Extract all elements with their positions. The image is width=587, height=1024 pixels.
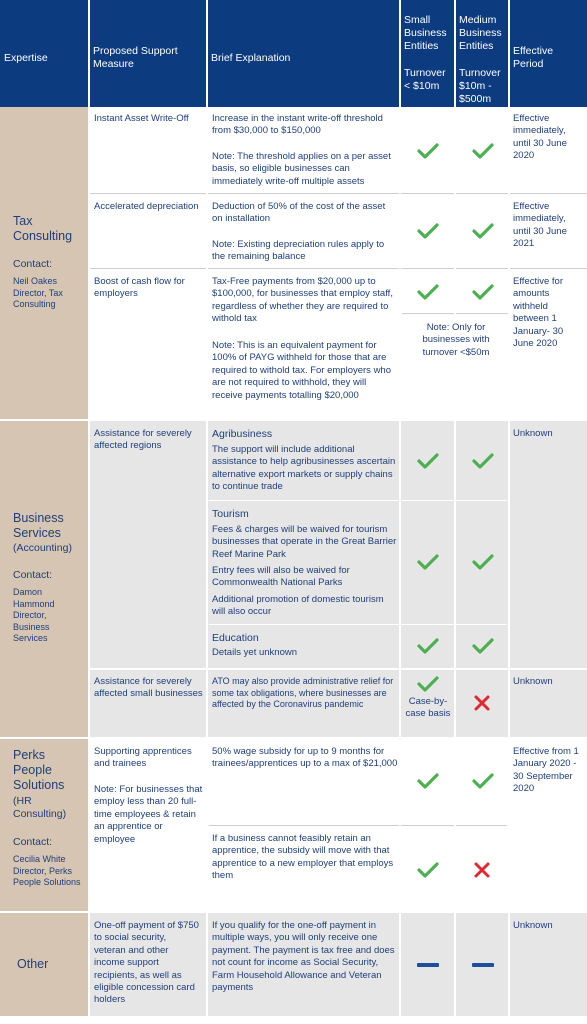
check-icon: [472, 452, 494, 470]
business-row-divider: [89, 668, 587, 670]
tax-row-divider: [89, 268, 587, 269]
check-icon: [417, 772, 439, 790]
header-measure: [89, 0, 207, 107]
tax-contact: Neil Oakes Director, Tax Consulting: [13, 276, 63, 309]
perks-explanation-2: If a business cannot feasibly retain an apprentice, the subsidy will move with that apprentice to a new employer that employs them: [212, 833, 394, 882]
cross-icon: [473, 694, 491, 712]
column-divider: [454, 0, 456, 1016]
perks-contact-label: Contact:: [13, 836, 53, 848]
tax-r2-period: Effective immediately, until 30 June 2021: [513, 201, 567, 250]
check-icon: [417, 861, 439, 879]
check-icon: [417, 452, 439, 470]
check-icon: [417, 553, 439, 571]
column-divider: [508, 0, 510, 1016]
header-explanation: [207, 0, 400, 107]
check-icon: [417, 637, 439, 655]
tax-r3-explanation: Tax-Free payments from $20,000 up to $100,000, for businesses that employ staff, regardless of whether they are required to withold tax: [212, 276, 393, 325]
check-icon: [472, 772, 494, 790]
header-period-label: Effective Period: [513, 45, 554, 70]
tax-title: Tax Consulting: [13, 214, 73, 243]
check-icon: [472, 553, 494, 571]
business-subrow-divider: [209, 624, 507, 625]
business-tourism-title: Tourism: [212, 508, 249, 520]
business-contact: Damon Hammond Director, Business Services: [13, 587, 55, 643]
business-tourism-text2: Entry fees will also be waived for Commonwealth National Parks: [212, 565, 350, 589]
tax-r2-explanation: Deduction of 50% of the cost of the asset on installation: [212, 201, 386, 225]
tax-r3-measure: Boost of cash flow for employers: [94, 276, 185, 300]
perks-measure-note: Note: For businesses that employ less than 20 full-time employees & retain an apprentice or employee: [94, 784, 203, 845]
header-medium-turnover: Turnover $10m - $500m: [459, 67, 501, 105]
header-small-label: Small Business Entities: [404, 14, 447, 52]
business-subtitle: (Accounting): [13, 542, 72, 554]
check-icon: [417, 142, 439, 160]
header-explanation-label: Brief Explanation: [211, 52, 291, 64]
business-r2-explanation: ATO may also provide administrative relief for some tax obligations, where businesses are affected by the Coronavirus pandemic: [212, 676, 394, 709]
tax-r1-measure: Instant Asset Write-Off: [94, 113, 189, 124]
tax-r3-period: Effective for amounts withheld between 1 January- 30 June 2020: [513, 276, 564, 350]
business-tourism-text1: Fees & charges will be waived for tourism businesses that operate in the Great Barrier Reef Marine Park: [212, 524, 397, 560]
header-medium: [455, 0, 509, 107]
tax-r1-explanation: Increase in the instant write-off threshold from $30,000 to $150,000: [212, 113, 383, 137]
business-r1-period: Unknown: [513, 428, 553, 439]
perks-title: Perks People Solutions: [13, 748, 65, 792]
business-education-title: Education: [212, 632, 259, 644]
other-explanation: If you qualify for the one-off payment in multiple ways, you will only receive one payment. The payment is tax free and does not count for income as Social Security, Farm Household Allowance and Veteran payments: [212, 920, 395, 994]
other-title: Other: [17, 957, 49, 971]
check-icon: [417, 283, 439, 301]
perks-period: Effective from 1 January 2020 - 30 September 2020: [513, 746, 579, 795]
dash-icon: [417, 963, 439, 967]
perks-row-divider: [209, 825, 507, 826]
dash-icon: [472, 963, 494, 967]
cross-icon: [473, 861, 491, 879]
other-period: Unknown: [513, 920, 553, 931]
business-title: Business Services: [13, 511, 64, 540]
business-r2-measure: Assistance for severely affected small businesses: [94, 676, 203, 700]
column-divider: [88, 0, 90, 1016]
header-small-turnover: Turnover < $10m: [404, 67, 446, 92]
check-icon: [472, 637, 494, 655]
header-expertise-label: Expertise: [4, 52, 48, 64]
column-divider: [399, 0, 401, 1016]
perks-measure: Supporting apprentices and trainees: [94, 746, 192, 770]
tax-r2-note: Note: Existing depreciation rules apply to the remaining balance: [212, 239, 385, 263]
business-r2-period: Unknown: [513, 676, 553, 687]
business-agri-text: The support will include additional assistance to help agribusinesses ascertain alternative export markets or supply chains to continue trade: [212, 444, 396, 493]
tax-r3-note: Note: This is an equivalent payment for 100% of PAYG withheld for those that are required to withold tax. For employers who are not required to withhold, they will receive payments totalling $20,000: [212, 340, 391, 401]
header-small: [400, 0, 455, 107]
other-measure: One-off payment of $750 to social security, veteran and other income support recipients, as well as eligible concession card holders: [94, 920, 199, 1006]
check-icon: [417, 222, 439, 240]
check-icon: [472, 142, 494, 160]
business-education-text: Details yet unknown: [212, 647, 298, 658]
business-r1-measure: Assistance for severely affected regions: [94, 428, 192, 452]
perks-explanation-1: 50% wage subsidy for up to 9 months for trainees/apprentices up to a max of $21,000: [212, 746, 398, 770]
header-expertise: [0, 0, 89, 107]
perks-contact: Cecilia White Director, Perks People Solutions: [13, 854, 81, 887]
tax-contact-label: Contact:: [13, 258, 53, 270]
perks-subtitle: (HR Consulting): [13, 795, 67, 820]
tax-row-divider: [89, 193, 587, 194]
check-icon: [472, 222, 494, 240]
tax-r1-period: Effective immediately, until 30 June 2020: [513, 113, 567, 162]
tax-r2-measure: Accelerated depreciation: [94, 201, 199, 212]
tax-r1-note: Note: The threshold applies on a per asset basis, so eligible businesses can immediately write-off multiple assets: [212, 151, 391, 187]
column-divider: [206, 0, 208, 1016]
business-subrow-divider: [209, 500, 507, 501]
check-icon: [472, 283, 494, 301]
header-medium-label: Medium Business Entities: [459, 14, 502, 52]
business-r2-small-note: Case-by-case basis: [405, 696, 451, 720]
header-measure-label: Proposed Support Measure: [93, 45, 178, 70]
business-agri-title: Agribusiness: [212, 428, 273, 440]
tax-r3-entity-note: Note: Only for businesses with turnover <$50m: [422, 322, 490, 358]
check-icon: [417, 675, 439, 693]
business-tourism-text3: Additional promotion of domestic tourism will also occur: [212, 594, 384, 618]
header-period: [509, 0, 587, 107]
business-contact-label: Contact:: [13, 569, 53, 581]
